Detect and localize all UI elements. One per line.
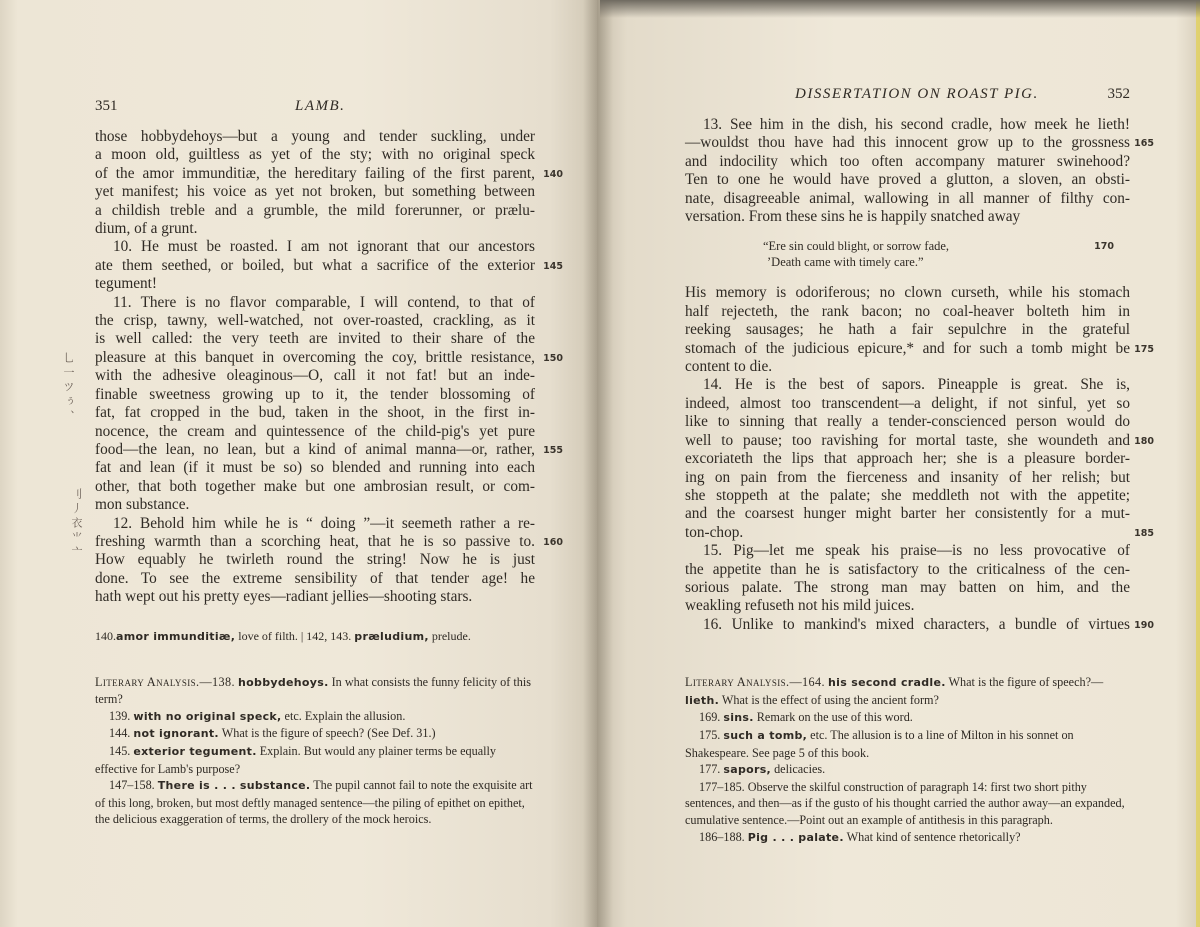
line-number: 185 bbox=[1134, 527, 1154, 539]
line-text: nate, disagreeable animal, wallowing in all manner of filthy con- bbox=[685, 189, 1130, 207]
analysis-item bbox=[95, 708, 535, 726]
analysis-term: with no original speck, bbox=[133, 709, 282, 723]
line-number: 140 bbox=[543, 168, 563, 180]
analysis-reference: 144. bbox=[109, 726, 131, 741]
line-text: excoriateth the lips that approach her; she is a pleasure border- bbox=[685, 450, 1130, 468]
text-line bbox=[685, 597, 1130, 615]
right-page bbox=[597, 0, 1200, 927]
text-line bbox=[95, 330, 535, 348]
analysis-reference: Literary Analysis.—164. bbox=[685, 675, 825, 690]
line-text: 15. Pig—let me speak his praise—is no less provocative of bbox=[703, 542, 1130, 560]
analysis-item bbox=[685, 674, 1130, 709]
line-text: other, that both together make but one ambrosian result, or com- bbox=[95, 477, 535, 495]
quoted-verse bbox=[763, 238, 1130, 270]
footnote-term: præludium, bbox=[354, 629, 429, 643]
literary-analysis bbox=[95, 674, 535, 828]
line-text: 13. See him in the dish, his second cradle, how meek he lieth! bbox=[703, 116, 1130, 133]
analysis-item bbox=[685, 829, 1130, 847]
analysis-item bbox=[95, 743, 535, 777]
line-text: —wouldst thou have had this innocent grow up to the grossness bbox=[685, 134, 1130, 152]
text-line bbox=[685, 358, 1130, 376]
text-line bbox=[95, 294, 535, 312]
verse-text: “Ere sin could blight, or sorrow fade, bbox=[763, 239, 950, 254]
analysis-reference: 177. bbox=[699, 762, 721, 777]
analysis-reference: 177–185. bbox=[699, 779, 745, 794]
analysis-reference: Literary Analysis.—138. bbox=[95, 674, 235, 689]
line-text: pleasure at this banquet in overcoming the coy, brittle resistance, bbox=[95, 348, 535, 366]
line-text: she stoppeth at the palate; she meddleth not with the appetite; bbox=[685, 486, 1130, 504]
analysis-item bbox=[685, 727, 1130, 761]
line-text: 14. He is the best of sapors. Pineapple is great. She is, bbox=[703, 376, 1130, 394]
line-text: 16. Unlike to mankind's mixed characters, a bundle of virtues bbox=[703, 615, 1130, 633]
text-line bbox=[95, 588, 535, 606]
analysis-item bbox=[95, 725, 535, 743]
verse-line bbox=[763, 254, 1130, 270]
text-line bbox=[95, 496, 535, 514]
line-text: hath wept out his pretty eyes—radiant jellies—shooting stars. bbox=[95, 588, 473, 606]
footnote-ref: 140. bbox=[95, 628, 116, 643]
text-line bbox=[95, 312, 535, 330]
line-number: 180 bbox=[1134, 435, 1154, 447]
literary-analysis bbox=[685, 674, 1130, 846]
text-line bbox=[685, 376, 1130, 394]
analysis-term: sins. bbox=[723, 711, 754, 725]
line-text: dium, of a grunt. bbox=[95, 220, 198, 238]
text-line bbox=[95, 478, 535, 496]
analysis-term: not ignorant. bbox=[133, 727, 219, 741]
analysis-reference: 145. bbox=[109, 743, 131, 758]
text-line bbox=[95, 348, 563, 367]
line-number: 145 bbox=[543, 260, 563, 272]
left-page-header bbox=[95, 98, 535, 128]
handwritten-margin-note: ⺃ 一 ツ ぅ 、 bbox=[62, 352, 75, 421]
left-body-text bbox=[95, 128, 563, 607]
analysis-reference: 139. bbox=[109, 708, 131, 723]
line-number: 175 bbox=[1134, 343, 1154, 355]
analysis-text: etc. Explain the allusion. bbox=[284, 708, 406, 723]
line-text: those hobbydehoys—but a young and tender suckling, under bbox=[95, 128, 535, 145]
text-line bbox=[685, 579, 1130, 597]
text-line bbox=[685, 339, 1154, 358]
analysis-term: such a tomb, bbox=[723, 728, 808, 742]
analysis-text: What is the figure of speech?— bbox=[948, 675, 1104, 690]
footnote-separator: | bbox=[300, 628, 304, 643]
text-line bbox=[685, 413, 1130, 431]
analysis-term: Pig . . . palate. bbox=[747, 830, 844, 844]
text-line bbox=[685, 431, 1154, 450]
line-text: weakling refuseth not his mild juices. bbox=[685, 597, 915, 615]
text-line bbox=[685, 450, 1130, 468]
line-text: mon substance. bbox=[95, 496, 190, 514]
line-text: ate them seethed, or boiled, but what a sacrifice of the exterior bbox=[95, 256, 535, 274]
line-text: a childish treble and a grumble, the mild forerunner, or prælu- bbox=[95, 201, 535, 219]
handwritten-margin-note: ⺉ 丿 衣 ⺌ 亠 bbox=[70, 488, 83, 557]
line-text: a moon old, guiltless as yet of the sty; with no original speck bbox=[95, 146, 535, 164]
line-text: half rejecteth, the rank bacon; no coal-heaver bolteth him in bbox=[685, 302, 1130, 320]
line-text: fat and lean (if it must be so) so blended and running into each bbox=[95, 459, 535, 477]
line-text: and the coarsest hunger might barter her consistently for a mut- bbox=[685, 505, 1130, 523]
analysis-item bbox=[95, 777, 535, 828]
right-page-header bbox=[685, 86, 1130, 116]
line-text: indeed, almost too transcendent—a delight, if not sinful, yet so bbox=[685, 394, 1130, 412]
footnote-ref: 142, 143. bbox=[306, 628, 352, 643]
line-text: ing on pain from the fierceness and insanity of her relish; but bbox=[685, 468, 1130, 486]
left-page bbox=[0, 0, 597, 927]
analysis-term: hobbydehoys. bbox=[238, 675, 329, 689]
text-line bbox=[95, 515, 535, 533]
verse-text: ’Death came with timely care.” bbox=[767, 255, 924, 270]
text-line bbox=[95, 367, 535, 385]
text-line bbox=[685, 321, 1130, 339]
text-line bbox=[685, 505, 1130, 523]
line-text: is well called: the very teeth are invited to their share of the bbox=[95, 330, 535, 348]
analysis-text: In what consists the funny felicity of this term? bbox=[95, 674, 531, 707]
text-line bbox=[685, 469, 1130, 487]
analysis-text: What kind of sentence rhetorically? bbox=[846, 829, 1021, 844]
analysis-item bbox=[685, 761, 1130, 779]
line-number: 190 bbox=[1134, 619, 1154, 631]
text-line bbox=[685, 395, 1130, 413]
line-text: well to pause; too ravishing for mortal taste, she woundeth and bbox=[685, 431, 1130, 449]
line-text: the crisp, tawny, well-watched, not over-roasted, crackling, as it bbox=[95, 312, 535, 330]
running-title: LAMB. bbox=[295, 98, 346, 114]
page-top-shadow bbox=[600, 0, 1200, 18]
text-line bbox=[95, 183, 535, 201]
line-text: tegument! bbox=[95, 275, 158, 293]
line-text: the appetite than he is satisfactory to the criticalness of the cen- bbox=[685, 560, 1130, 578]
analysis-text: The pupil cannot fail to note the exquisite art of this long, broken, but most deftly managed sentence—the piling of epithet on epithet, the delicious exaggeration of terms, the drollery of the mock heroics. bbox=[95, 778, 533, 827]
text-line bbox=[95, 146, 535, 164]
book-gutter bbox=[583, 0, 613, 927]
text-line bbox=[685, 523, 1154, 542]
analysis-item bbox=[95, 674, 535, 708]
analysis-text: delicacies. bbox=[774, 762, 826, 777]
footnote-term: amor immunditiæ, bbox=[116, 629, 236, 643]
text-line bbox=[95, 256, 563, 275]
page-edge bbox=[1196, 0, 1200, 927]
page-number: 351 bbox=[95, 98, 118, 114]
right-body-text bbox=[685, 116, 1154, 226]
page-number: 352 bbox=[1107, 86, 1130, 102]
line-text: stomach of the judicious epicure,* and for such a tomb might be bbox=[685, 339, 1130, 357]
running-title: DISSERTATION ON ROAST PIG. bbox=[795, 86, 1039, 102]
text-line bbox=[685, 116, 1130, 134]
text-line bbox=[685, 487, 1130, 505]
analysis-item bbox=[685, 709, 1130, 727]
text-line bbox=[95, 202, 535, 220]
analysis-text: Remark on the use of this word. bbox=[756, 710, 913, 725]
verse-line bbox=[763, 238, 1130, 254]
right-body-text bbox=[685, 284, 1154, 634]
text-line bbox=[95, 238, 535, 256]
analysis-text: Explain. But would any plainer terms be equally effective for Lamb's purpose? bbox=[95, 743, 496, 776]
analysis-term: lieth. bbox=[685, 693, 720, 707]
text-line bbox=[95, 459, 535, 477]
footnote-definition: prelude. bbox=[431, 628, 471, 643]
line-text: ton-chop. bbox=[685, 523, 744, 541]
analysis-term: his second cradle. bbox=[828, 676, 946, 690]
line-number: 170 bbox=[1094, 241, 1114, 253]
analysis-reference: 169. bbox=[699, 710, 721, 725]
line-number: 155 bbox=[543, 444, 563, 456]
line-text: food—the lean, no lean, but a kind of animal manna—or, rather, bbox=[95, 440, 535, 458]
text-line bbox=[685, 153, 1130, 171]
line-text: fat, fat cropped in the bud, taken in the shoot, in the first in- bbox=[95, 404, 535, 422]
text-line bbox=[95, 570, 535, 588]
text-line bbox=[685, 615, 1154, 634]
text-line bbox=[685, 171, 1130, 189]
analysis-text: etc. The allusion is to a line of Milton in his sonnet on Shakespeare. See page 5 of this book. bbox=[685, 727, 1074, 760]
line-text: and indocility which too often accompany maturer swinehood? bbox=[685, 152, 1130, 170]
line-text: with the adhesive oleaginous—O, call it not fat! but an inde- bbox=[95, 367, 535, 385]
line-text: 11. There is no flavor comparable, I will contend, to that of bbox=[113, 293, 535, 311]
text-line bbox=[95, 220, 535, 238]
line-number: 150 bbox=[543, 352, 563, 364]
analysis-term: exterior tegument. bbox=[133, 744, 257, 758]
text-line bbox=[685, 190, 1130, 208]
line-text: finable sweetness growing up to it, the tender blossoming of bbox=[95, 385, 535, 403]
text-line bbox=[95, 440, 563, 459]
vocabulary-footnote bbox=[95, 629, 535, 644]
text-line bbox=[95, 423, 535, 441]
analysis-term: There is . . . substance. bbox=[157, 779, 311, 793]
analysis-reference: 147–158. bbox=[109, 778, 155, 793]
line-text: of the amor immunditiæ, the hereditary failing of the first parent, bbox=[95, 164, 535, 182]
analysis-item bbox=[685, 779, 1130, 829]
line-text: reeking sausages; he hath a fair sepulchre in the grateful bbox=[685, 321, 1130, 339]
line-number: 160 bbox=[543, 536, 563, 548]
line-text: nocence, the cream and quintessence of the child-pig's yet pure bbox=[95, 422, 535, 440]
analysis-text: Observe the skilful construction of paragraph 14: first two short pithy sentences, and then—as if the gusto of his thought carried the author away—an expanded, cumulative sentence.—Point out an example of antithesis in this paragraph. bbox=[685, 779, 1125, 827]
text-line bbox=[95, 275, 535, 293]
text-line bbox=[685, 134, 1154, 152]
footnote-definition: love of filth. bbox=[238, 628, 298, 643]
text-line bbox=[685, 542, 1130, 560]
text-line bbox=[95, 404, 535, 422]
line-text: 10. He must be roasted. I am not ignorant that our ancestors bbox=[113, 238, 535, 256]
line-text: freshing warmth than a scorching heat, that he is so passive to. bbox=[95, 532, 535, 550]
line-text: sorious palate. The strong man may batten on him, and the bbox=[685, 578, 1130, 596]
text-line bbox=[95, 128, 535, 146]
analysis-reference: 175. bbox=[699, 727, 721, 742]
text-line bbox=[95, 164, 563, 183]
text-line bbox=[95, 386, 535, 404]
line-text: done. To see the extreme sensibility of that tender age! he bbox=[95, 569, 535, 587]
text-line bbox=[95, 551, 535, 569]
line-text: yet manifest; his voice as yet not broken, but something between bbox=[95, 183, 535, 201]
analysis-term: sapors, bbox=[723, 763, 772, 777]
line-text: like to sinning that really a tender-conscienced person would do bbox=[685, 413, 1130, 431]
line-text: Ten to one he would have proved a glutton, a sloven, an obsti- bbox=[685, 171, 1130, 189]
line-number: 165 bbox=[1134, 138, 1154, 150]
line-text: How equably he twirleth round the string! Now he is just bbox=[95, 551, 535, 569]
text-line bbox=[685, 208, 1130, 226]
text-line bbox=[685, 284, 1130, 302]
text-line bbox=[95, 532, 563, 551]
line-text: His memory is odoriferous; no clown curseth, while his stomach bbox=[685, 284, 1130, 302]
analysis-reference: 186–188. bbox=[699, 829, 745, 844]
line-text: versation. From these sins he is happily snatched away bbox=[685, 208, 1021, 226]
analysis-text: What is the effect of using the ancient form? bbox=[721, 692, 939, 707]
analysis-text: What is the figure of speech? (See Def. 31.) bbox=[221, 726, 436, 741]
line-text: content to die. bbox=[685, 358, 773, 376]
line-text: 12. Behold him while he is “ doing ”—it seemeth rather a re- bbox=[113, 514, 535, 532]
text-line bbox=[685, 561, 1130, 579]
text-line bbox=[685, 303, 1130, 321]
